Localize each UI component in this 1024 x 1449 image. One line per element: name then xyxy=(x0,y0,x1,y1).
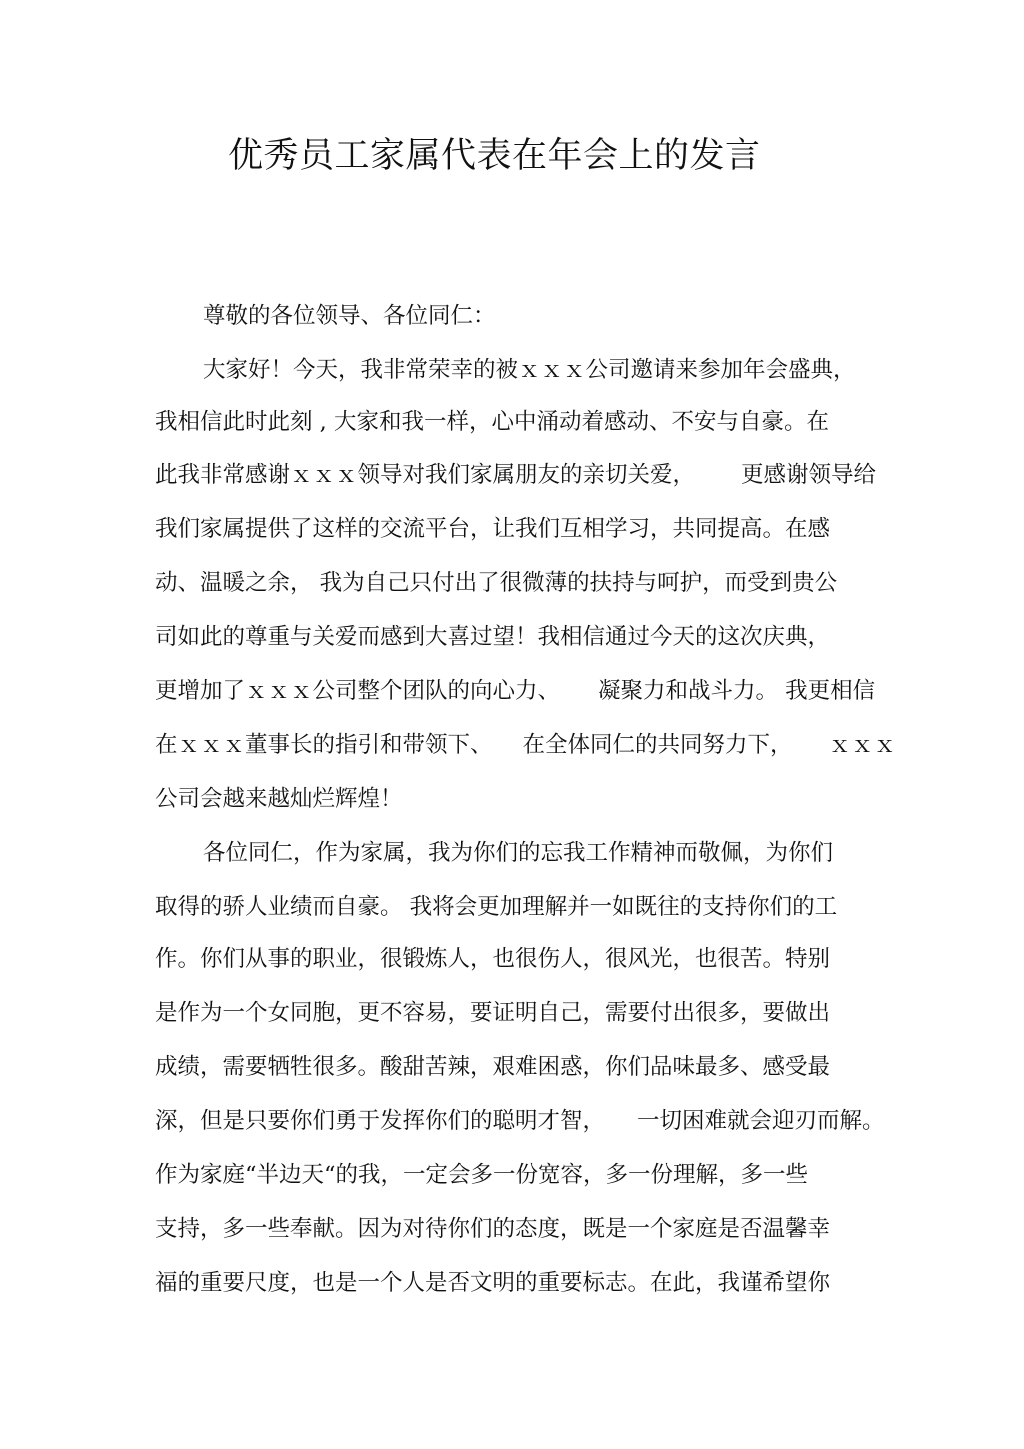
paragraph2-line-4: 是作为一个女同胞，更不容易，要证明自己，需要付出很多，要做出 xyxy=(155,1000,831,1026)
paragraph1-line-5: 动、温暖之余， 我为自己只付出了很微薄的扶持与呵护，而受到贵公 xyxy=(155,570,838,596)
paragraph2-line-6 xyxy=(155,1106,885,1136)
paragraph1-line-3-part-1: 此我非常感谢ｘｘｘ领导对我们家属朋友的亲切关爱， xyxy=(155,462,696,488)
paragraph1-line-6: 司如此的尊重与关爱而感到大喜过望！我相信通过今天的这次庆典， xyxy=(155,624,831,650)
paragraph1-line-7 xyxy=(155,676,875,706)
salutation: 尊敬的各位领导、各位同仁： xyxy=(203,303,496,329)
paragraph1-line-8-part-2: 在全体同仁的共同努力下， xyxy=(522,732,793,758)
paragraph1-line-3 xyxy=(155,460,876,490)
paragraph1-line-8-part-3: ｘｘｘ xyxy=(828,732,897,758)
paragraph2-line-5: 成绩，需要牺牲很多。酸甜苦辣，艰难困惑，你们品味最多、感受最 xyxy=(155,1054,831,1080)
paragraph1-line-9: 公司会越来越灿烂辉煌！ xyxy=(155,786,403,812)
paragraph2-line-8: 支持，多一些奉献。因为对待你们的态度，既是一个家庭是否温馨幸 xyxy=(155,1216,831,1242)
paragraph2-line-7: 作为家庭“半边天“的我，一定会多一份宽容，多一份理解，多一些 xyxy=(155,1162,809,1188)
paragraph2-line-6-part-1: 深，但是只要你们勇于发挥你们的聪明才智， xyxy=(155,1108,606,1134)
paragraph1-line-1: 大家好！今天，我非常荣幸的被ｘｘｘ公司邀请来参加年会盛典， xyxy=(203,357,856,383)
paragraph2-line-9: 福的重要尺度，也是一个人是否文明的重要标志。在此，我谨希望你 xyxy=(155,1270,831,1296)
paragraph1-line-8 xyxy=(155,730,896,760)
paragraph1-line-2: 我相信此时此刻 , 大家和我一样，心中涌动着感动、不安与自豪。在 xyxy=(155,409,829,435)
paragraph2-line-6-part-2: 一切困难就会迎刃而解。 xyxy=(637,1108,885,1134)
paragraph1-line-3-part-2: 更感谢领导给 xyxy=(741,462,877,488)
paragraph1-line-7-part-2: 凝聚力和战斗力。 我更相信 xyxy=(598,678,876,704)
paragraph2-line-1: 各位同仁，作为家属，我为你们的忘我工作精神而敬佩，为你们 xyxy=(203,840,834,866)
paragraph1-line-8-part-1: 在ｘｘｘ董事长的指引和带领下、 xyxy=(155,732,493,758)
paragraph2-line-2: 取得的骄人业绩而自豪。 我将会更加理解并一如既往的支持你们的工 xyxy=(155,894,838,920)
paragraph1-line-7-part-1: 更增加了ｘｘｘ公司整个团队的向心力、 xyxy=(155,678,561,704)
paragraph1-line-4: 我们家属提供了这样的交流平台，让我们互相学习，共同提高。在感 xyxy=(155,516,831,542)
paragraph2-line-3: 作。你们从事的职业，很锻炼人，也很伤人，很风光，也很苦。特别 xyxy=(155,946,831,972)
page-title: 优秀员工家属代表在年会上的发言 xyxy=(228,136,761,176)
